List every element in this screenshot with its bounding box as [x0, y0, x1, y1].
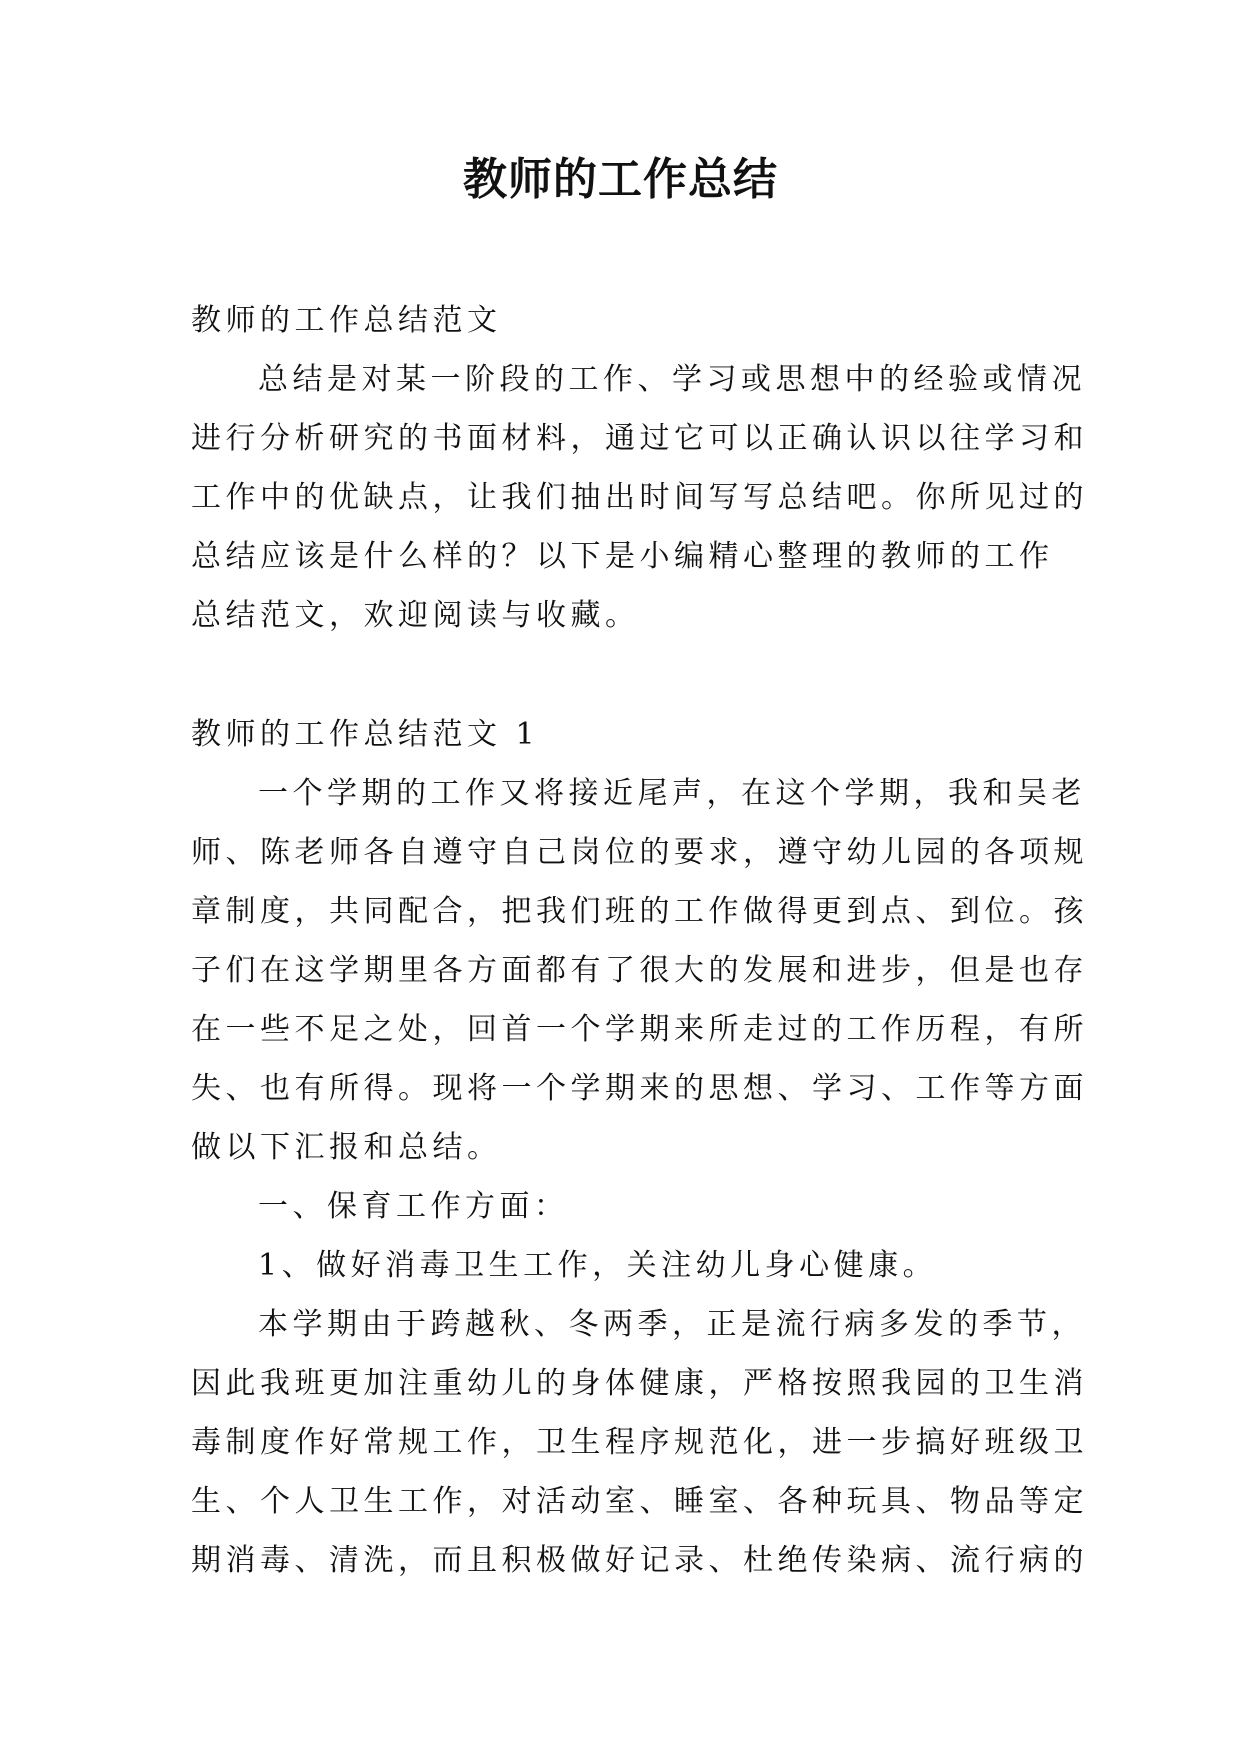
section1-heading: 教师的工作总结范文 1	[191, 717, 540, 752]
paragraph-line: 在一些不足之处，回首一个学期来所走过的工作历程，有所	[191, 1012, 1088, 1047]
intro-line: 总结应该是什么样的？以下是小编精心整理的教师的工作	[191, 539, 1054, 574]
intro-line: 总结范文，欢迎阅读与收藏。	[191, 598, 640, 633]
document-body	[191, 291, 1088, 1590]
paragraph-line: 失、也有所得。现将一个学期来的思想、学习、工作等方面	[191, 1071, 1088, 1106]
paragraph-line: 生、个人卫生工作，对活动室、睡室、各种玩具、物品等定	[191, 1484, 1088, 1519]
paragraph-line: 做以下汇报和总结。	[191, 1130, 502, 1165]
paragraph-line: 子们在这学期里各方面都有了很大的发展和进步，但是也存	[191, 953, 1088, 988]
intro-line: 工作中的优缺点，让我们抽出时间写写总结吧。你所见过的	[191, 480, 1088, 515]
paragraph-line: 一个学期的工作又将接近尾声，在这个学期，我和吴老	[258, 776, 1086, 811]
intro-line: 进行分析研究的书面材料，通过它可以正确认识以往学习和	[191, 421, 1088, 456]
intro-line: 总结是对某一阶段的工作、学习或思想中的经验或情况	[258, 362, 1086, 397]
paragraph-line: 本学期由于跨越秋、冬两季，正是流行病多发的季节，	[258, 1307, 1086, 1342]
paragraph-line: 因此我班更加注重幼儿的身体健康，严格按照我园的卫生消	[191, 1366, 1088, 1401]
document-title: 教师的工作总结	[463, 154, 778, 205]
paragraph-line: 期消毒、清洗，而且积极做好记录、杜绝传染病、流行病的	[191, 1543, 1088, 1578]
paragraph-line: 师、陈老师各自遵守自己岗位的要求，遵守幼儿园的各项规	[191, 835, 1088, 870]
intro-heading: 教师的工作总结范文	[191, 303, 502, 338]
paragraph-line: 毒制度作好常规工作，卫生程序规范化，进一步搞好班级卫	[191, 1425, 1088, 1460]
list-item-disinfection: 1、做好消毒卫生工作，关注幼儿身心健康。	[258, 1248, 938, 1283]
paragraph-line: 章制度，共同配合，把我们班的工作做得更到点、到位。孩	[191, 894, 1088, 929]
subheading-childcare: 一、保育工作方面：	[258, 1189, 569, 1224]
section-spacer	[191, 645, 1053, 705]
